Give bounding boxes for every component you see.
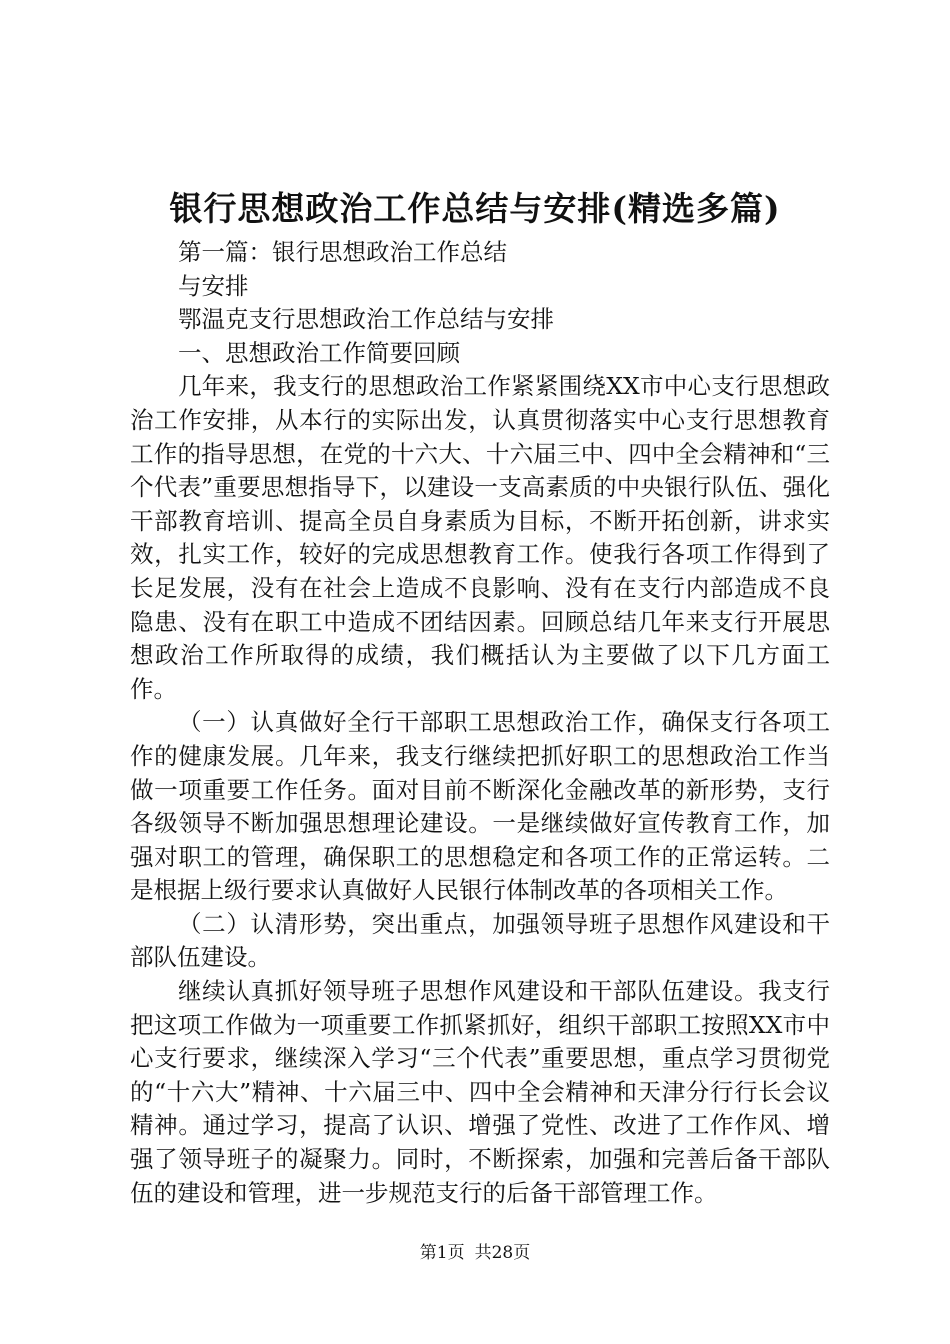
page-footer xyxy=(0,1241,950,1265)
body-paragraph-3: （二）认清形势，突出重点，加强领导班子思想作风建设和干部队伍建设。 xyxy=(130,909,830,972)
page-number: 第1页 xyxy=(419,1243,465,1263)
body-paragraph-4: 继续认真抓好领导班子思想作风建设和干部队伍建设。我支行把这项工作做为一项重要工作抓紧抓好，组织干部职工按照XX市中心支行要求，继续深入学习“三个代表”重要思想，重点学习贯彻党的“十六大”精神、十六届三中、四中全会精神和天津分行行长会议精神。通过学习，提高了认识、增强了党性、改进了工作作风、增强了领导班子的凝聚力。同时，不断探索，加强和完善后备干部队伍的建设和管理，进一步规范支行的后备干部管理工作。 xyxy=(130,977,830,1207)
body-paragraph-1: 几年来，我支行的思想政治工作紧紧围绕XX市中心支行思想政治工作安排，从本行的实际出发，认真贯彻落实中心支行思想教育工作的指导思想，在党的十六大、十六届三中、四中全会精神和“三个代表”重要思想指导下，以建设一支高素质的中央银行队伍、强化干部教育培训、提高全员自身素质为目标，不断开拓创新，讲求实效，扎实工作，较好的完成思想教育工作。使我行各项工作得到了长足发展，没有在社会上造成不良影响、没有在支行内部造成不良隐患、没有在职工中造成不团结因素。回顾总结几年来支行开展思想政治工作所取得的成绩，我们概括认为主要做了以下几方面工作。 xyxy=(130,372,830,703)
document-title: 银行思想政治工作总结与安排(精选多篇) xyxy=(169,189,781,228)
section-heading-part-2: 与安排 xyxy=(178,271,249,300)
section-heading-part-1: 第一篇：银行思想政治工作总结 xyxy=(178,238,507,266)
body-paragraph-2: （一）认真做好全行干部职工思想政治工作，确保支行各项工作的健康发展。几年来，我支行继续把抓好职工的思想政治工作当做一项重要工作任务。面对目前不断深化金融改革的新形势，支行各级领导不断加强思想理论建设。一是继续做好宣传教育工作，加强对职工的管理，确保职工的思想稳定和各项工作的正常运转。二是根据上级行要求认真做好人民银行体制改革的各项相关工作。 xyxy=(130,708,830,905)
subtitle-heading: 鄂温克支行思想政治工作总结与安排 xyxy=(178,305,554,334)
document-body xyxy=(130,236,830,1210)
total-pages: 共28页 xyxy=(474,1243,531,1263)
chapter-heading: 一、思想政治工作简要回顾 xyxy=(178,338,460,367)
